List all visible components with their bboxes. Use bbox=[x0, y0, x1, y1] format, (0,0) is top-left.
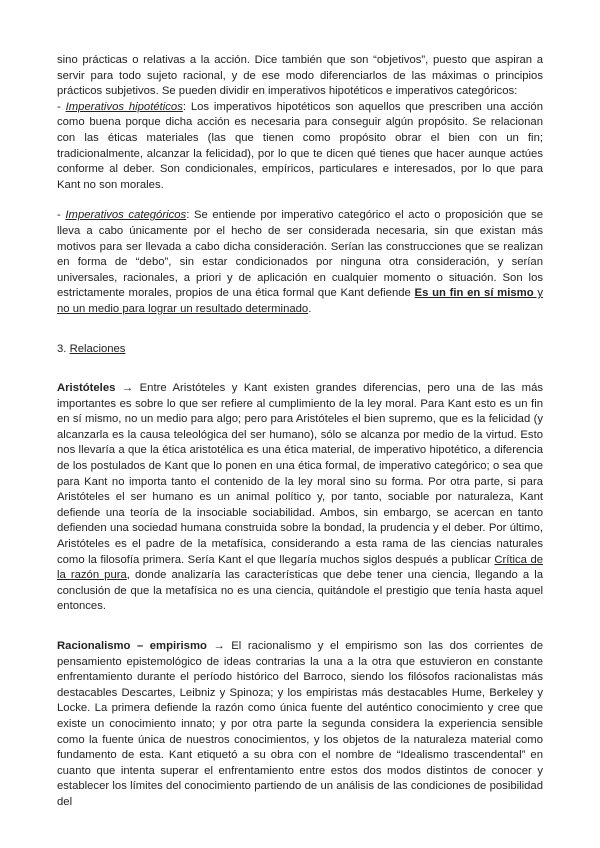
categorical-imperatives-end: . bbox=[308, 302, 312, 315]
list-dash: - bbox=[57, 100, 66, 113]
section-number: 3. bbox=[57, 342, 70, 355]
arrow-icon: → bbox=[115, 382, 140, 395]
arrow-icon: → bbox=[206, 640, 232, 652]
section-title: Relaciones bbox=[69, 342, 126, 355]
aristoteles-paragraph bbox=[57, 381, 543, 615]
intro-paragraph: sino prácticas o relativas a la acción. Dice también que son “objetivos”, puesto que aspiran a servir para todo sujeto racional, y de ese modo diferenciarlos de las máximas o principios prácticos subjetivos. Se pueden dividir en imperativos hipotéticos e imperativos categóricos: bbox=[57, 54, 543, 98]
aristoteles-text: Entre Aristóteles y Kant existen grandes diferencias, pero una de las más importantes es sobre lo que ser refiere al cumplimiento de la ley moral. Para Kant esto es un fin en sí mismo, no un medio para algo; pero para Aristóteles el bien supremo, que es la felicidad (y alcanzarla es la causa teleológica del ser humano), sólo se alcanza por medio de la virtud. Esto nos llevaría a que la ética aristotélica es una ética material, de imperativo hipotético, a diferencia de los postulados de Kant que lo ponen en una ética formal, de imperativo categórico; o sea que para Kant no importa tanto el contenido de la ley moral sino su forma. Por otra parte, si para Aristóteles el ser humano es un animal político y, por tanto, sociable por naturaleza, Kant defiende una teoría de la insociable sociabilidad. Ambos, sin embargo, se acercan en tanto defienden una sociedad humana construida sobre la bondad, la prudencia y el deber. Por último, Aristóteles es el padre de la metafísica, considerando a esta rama de las ciencias naturales como la filosofía primera. Sería Kant el que llegaría muchos siglos después a publicar bbox=[57, 382, 544, 566]
categorical-imperatives-tail: y no un medio para lograr un resultado determinado bbox=[57, 287, 543, 315]
hypothetical-imperatives-paragraph bbox=[57, 100, 543, 194]
end-in-itself-emphasis: Es un fin en sí mismo bbox=[414, 287, 534, 300]
hypothetical-imperatives-term: Imperativos hipotéticos bbox=[65, 100, 183, 113]
spacer bbox=[57, 318, 543, 342]
categorical-imperatives-text: : Se entiende por imperativo categórico el acto o proposición que se lleva a cabo únicamente por el hecho de ser considerada necesaria, sin que existan más motivos para ser llevada a cabo dicha consideración. Serían las construcciones que se realizan en forma de “debo”, sin estar condicionados por ninguna otra consideración, y serían universales, racionales, a priori y de aplicación en cualquier momento o situación. Son los estrictamente morales, propios de una ética formal que Kant defiende bbox=[57, 209, 544, 300]
aristoteles-term: Aristóteles bbox=[57, 382, 116, 395]
book-title: Crítica de la razón pura bbox=[57, 553, 544, 582]
racionalismo-paragraph bbox=[57, 639, 543, 811]
document-page bbox=[57, 53, 543, 811]
spacer bbox=[57, 357, 543, 381]
racionalismo-text: El racionalismo y el empirismo son las dos corrientes de pensamiento epistemológico de ideas contrarias la una a la otra que estuvieron en constante enfrentamiento durante el período histórico del Barroco, siendo los filósofos racionalistas más destacables Descartes, Leibniz y Spinoza; y los empiristas más destacables Hume, Berkeley y Locke. La primera defiende la razón como única fuente del auténtico conocimiento y cree que existe un conocimiento innato; y por otra parte la segunda considera la experiencia sensible como la fuente única de nuestros conocimientos, y los objetos de la naturaleza material como fundamento de esta. Kant etiquetó a su obra con el nombre de “Idealismo trascendental” en cuanto que intenta superar el enfrentamiento entre estos dos modos distintos de conocer y establecer los límites del conocimiento partiendo de un análisis de las condiciones de posibilidad del bbox=[57, 640, 543, 808]
hypothetical-imperatives-text: : Los imperativos hipotéticos son aquellos que prescriben una acción como buena porque dicha acción es necesaria para conseguir algún propósito. Se relacionan con las éticas materiales (las que tienen como propósito obrar el bien con un fin; tradicionalmente, alcanzar la felicidad), por lo que te dicen qué tienes que hacer aunque actúes conforme al deber. Son condicionales, empíricos, particulares e interesados, por lo que para Kant no son morales. bbox=[57, 100, 543, 191]
aristoteles-text-end: , donde analizaría las características que debe tener una ciencia, llegando a la conclusión de que la metafísica no es una ciencia, quitándole el prestigio que tenía hasta aquel entonces. bbox=[57, 569, 543, 613]
list-dash: - bbox=[57, 209, 66, 222]
spacer bbox=[57, 615, 543, 639]
categorical-imperatives-term: Imperativos categóricos bbox=[65, 209, 187, 222]
spacer bbox=[57, 193, 543, 208]
section-heading bbox=[57, 342, 543, 358]
categorical-imperatives-paragraph bbox=[57, 208, 543, 317]
racionalismo-term: Racionalismo – empirismo bbox=[57, 640, 207, 652]
